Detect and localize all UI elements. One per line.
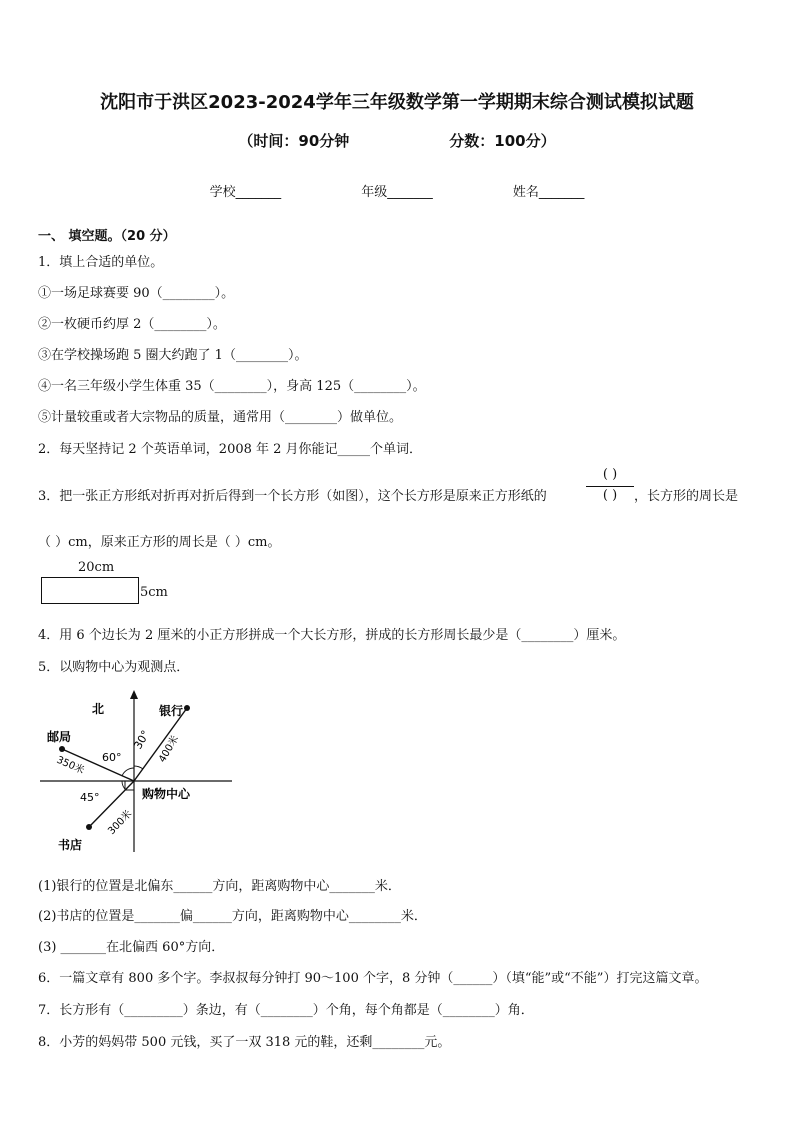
question-1-c: ③在学校操场跑 5 圈大约跑了 1（________）。 [38, 348, 308, 363]
page-title: 沈阳市于洪区2023-2024学年三年级数学第一学期期末综合测试模拟试题 [100, 92, 694, 113]
angle-45-label: 45° [80, 791, 100, 804]
section-heading: 一、 填空题。（20 分） [38, 229, 176, 244]
question-6: 6．一篇文章有 800 多个字。李叔叔每分钟打 90～100 个字，8 分钟（______）（填“能”或“不能”）打完这篇文章。 [38, 971, 708, 986]
question-1-stem: 1．填上合适的单位。 [38, 255, 164, 270]
question-7: 7．长方形有（_________）条边，有（________）个角，每个角都是（________）角． [38, 1003, 534, 1018]
bookstore-label: 书店 [58, 838, 83, 852]
question-5-sub2: (2)书店的位置是_______偏______方向，距离购物中心________米． [38, 909, 427, 924]
question-1-b: ②一枚硬币约厚 2（________）。 [38, 317, 226, 332]
question-1-a: ①一场足球赛要 90（________）。 [38, 286, 235, 301]
fraction-denominator: ( ) [602, 488, 618, 503]
question-5-stem: 5．以购物中心为观测点． [38, 660, 190, 675]
direction-diagram [36, 686, 246, 854]
name-field[interactable]: 姓名_______ [512, 185, 585, 200]
question-5-sub3: (3) _______在北偏西 60°方向． [38, 940, 225, 955]
angle-arc-30 [134, 766, 143, 769]
angle-arc-60 [122, 768, 134, 776]
question-3-line2: （ ）cm，原来正方形的周长是（ ）cm。 [38, 535, 281, 550]
north-arrow-icon [130, 690, 138, 699]
fraction-blank[interactable] [586, 467, 634, 506]
question-4: 4．用 6 个边长为 2 厘米的小正方形拼成一个大长方形，拼成的长方形周长最少是（________）厘米。 [38, 628, 626, 643]
student-info [0, 181, 794, 200]
question-3-part2: ，长方形的周长是 [634, 489, 739, 504]
post-office-label: 邮局 [47, 730, 72, 744]
distance-400-label: 400米 [157, 733, 182, 765]
bookstore-point [86, 824, 92, 830]
fraction-bar [586, 486, 634, 487]
bank-label: 银行 [159, 704, 184, 718]
school-field[interactable]: 学校_______ [209, 185, 282, 200]
bank-point [184, 705, 190, 711]
question-5-sub1: (1)银行的位置是北偏东______方向，距离购物中心_______米． [38, 879, 401, 894]
exam-meta [0, 130, 794, 151]
question-2: 2．每天坚持记 2 个英语单词，2008 年 2 月你能记_____个单词． [38, 442, 423, 457]
rect-height-label: 5cm [140, 585, 168, 600]
angle-60-label: 60° [102, 751, 122, 764]
angle-30-label: 30° [131, 728, 153, 752]
north-label: 北 [92, 702, 105, 716]
exam-time: （时间：90分钟 [238, 132, 350, 150]
question-1-d: ④一名三年级小学生体重 35（________），身高 125（________）。 [38, 379, 426, 394]
rect-width-label: 20cm [78, 560, 115, 575]
grade-field[interactable]: 年级_______ [361, 185, 433, 200]
exam-score: 分数：100分） [449, 132, 556, 150]
shopping-center-label: 购物中心 [142, 787, 191, 801]
rectangle-figure [41, 577, 139, 604]
distance-300-label: 300米 [106, 808, 135, 838]
fraction-numerator: ( ) [602, 467, 618, 482]
question-3-part1: 3．把一张正方形纸对折再对折后得到一个长方形（如图），这个长方形是原来正方形纸的 [38, 489, 547, 504]
post-office-point [59, 746, 65, 752]
distance-350-label: 350米 [54, 754, 86, 777]
question-1-e: ⑤计量较重或者大宗物品的质量，通常用（________）做单位。 [38, 410, 403, 425]
question-8: 8．小芳的妈妈带 500 元钱，买了一双 318 元的鞋，还剩________元。 [38, 1035, 451, 1050]
